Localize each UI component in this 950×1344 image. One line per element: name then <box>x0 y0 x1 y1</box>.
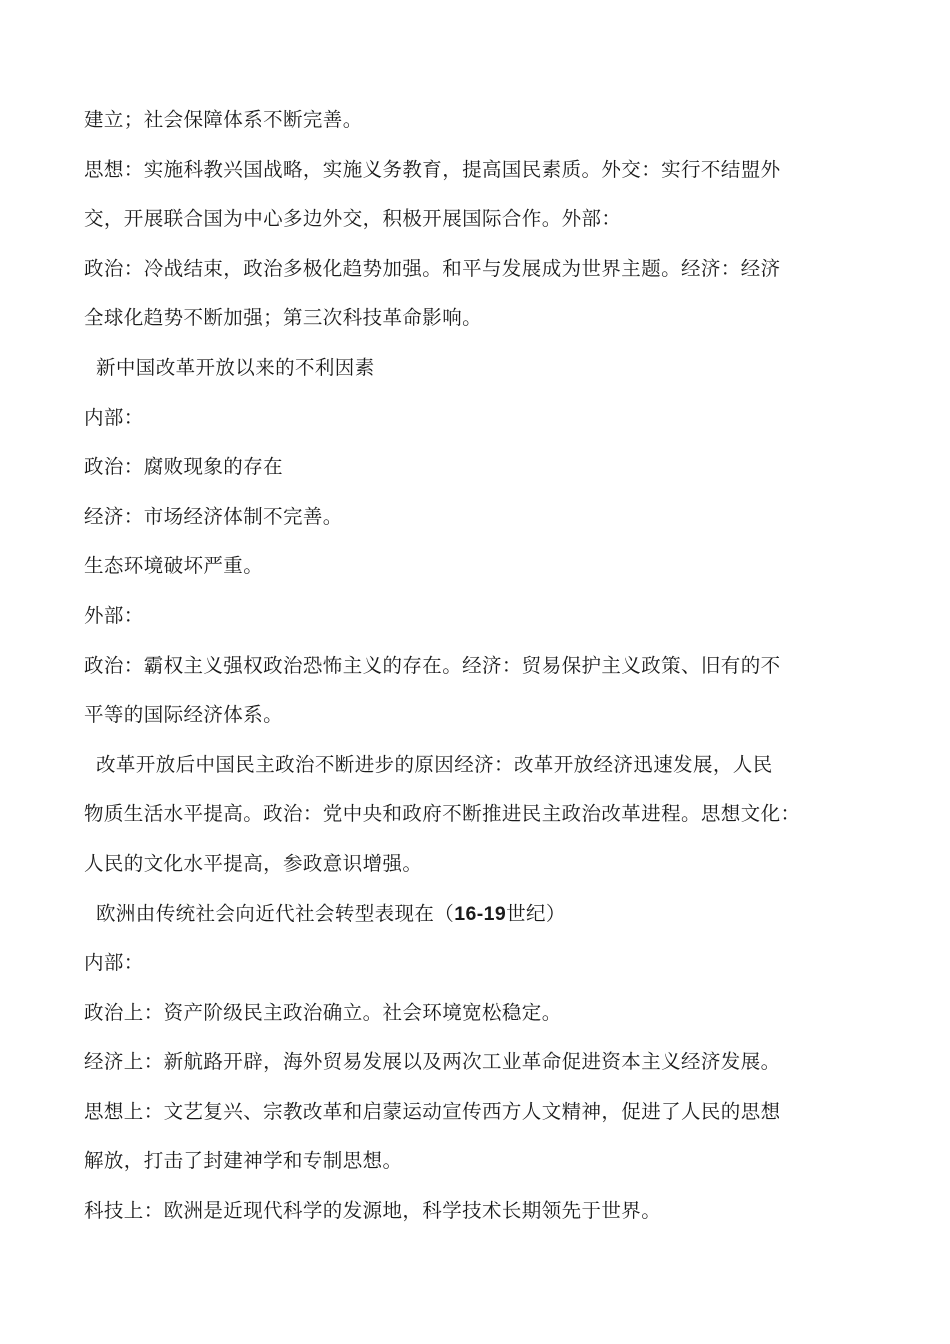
paragraph-line: 政治：腐败现象的存在 <box>84 455 284 479</box>
paragraph-line: 内部： <box>84 951 144 975</box>
paragraph-line: 经济上：新航路开辟，海外贸易发展以及两次工业革命促进资本主义经济发展。 <box>84 1050 781 1074</box>
paragraph-line: 外部： <box>84 603 144 627</box>
document-body <box>84 95 884 1236</box>
paragraph-line: 物质生活水平提高。政治：党中央和政府不断推进民主政治改革进程。思想文化： <box>84 802 801 826</box>
paragraph-line: 经济：市场经济体制不完善。 <box>84 504 343 528</box>
paragraph-line: 思想上：文艺复兴、宗教改革和启蒙运动宣传西方人文精神，促进了人民的思想 <box>84 1099 781 1123</box>
paragraph-line: 生态环境破坏严重。 <box>84 554 264 578</box>
paragraph-line: 人民的文化水平提高，参政意识增强。 <box>84 851 423 875</box>
paragraph-line: 建立；社会保障体系不断完善。 <box>84 108 363 131</box>
paragraph-line: 全球化趋势不断加强；第三次科技革命影响。 <box>84 306 483 330</box>
paragraph-line: 政治：冷战结束，政治多极化趋势加强。和平与发展成为世界主题。经济：经济 <box>84 256 781 280</box>
paragraph-line: 解放，打击了封建神学和专制思想。 <box>84 1149 403 1173</box>
paragraph-line: 科技上：欧洲是近现代科学的发源地，科学技术长期领先于世界。 <box>84 1199 662 1223</box>
heading-text-start: 欧洲由传统社会向近代社会转型表现在（ <box>96 901 455 925</box>
section-heading: 新中国改革开放以来的不利因素 <box>96 355 375 379</box>
heading-text-end: 世纪） <box>506 901 566 925</box>
section-heading <box>84 889 884 939</box>
paragraph-line: 交，开展联合国为中心多边外交，积极开展国际合作。外部： <box>84 207 622 231</box>
paragraph-line: 平等的国际经济体系。 <box>84 703 284 727</box>
section-heading: 改革开放后中国民主政治不断进步的原因经济：改革开放经济迅速发展，人民 <box>96 752 773 776</box>
heading-century-range: 16-19 <box>454 902 507 925</box>
paragraph-line: 政治上：资产阶级民主政治确立。社会环境宽松稳定。 <box>84 1000 562 1024</box>
paragraph-line: 政治：霸权主义强权政治恐怖主义的存在。经济：贸易保护主义政策、旧有的不 <box>84 653 781 677</box>
paragraph-line: 思想：实施科教兴国战略，实施义务教育，提高国民素质。外交：实行不结盟外 <box>84 157 781 181</box>
paragraph-line: 内部： <box>84 405 144 429</box>
